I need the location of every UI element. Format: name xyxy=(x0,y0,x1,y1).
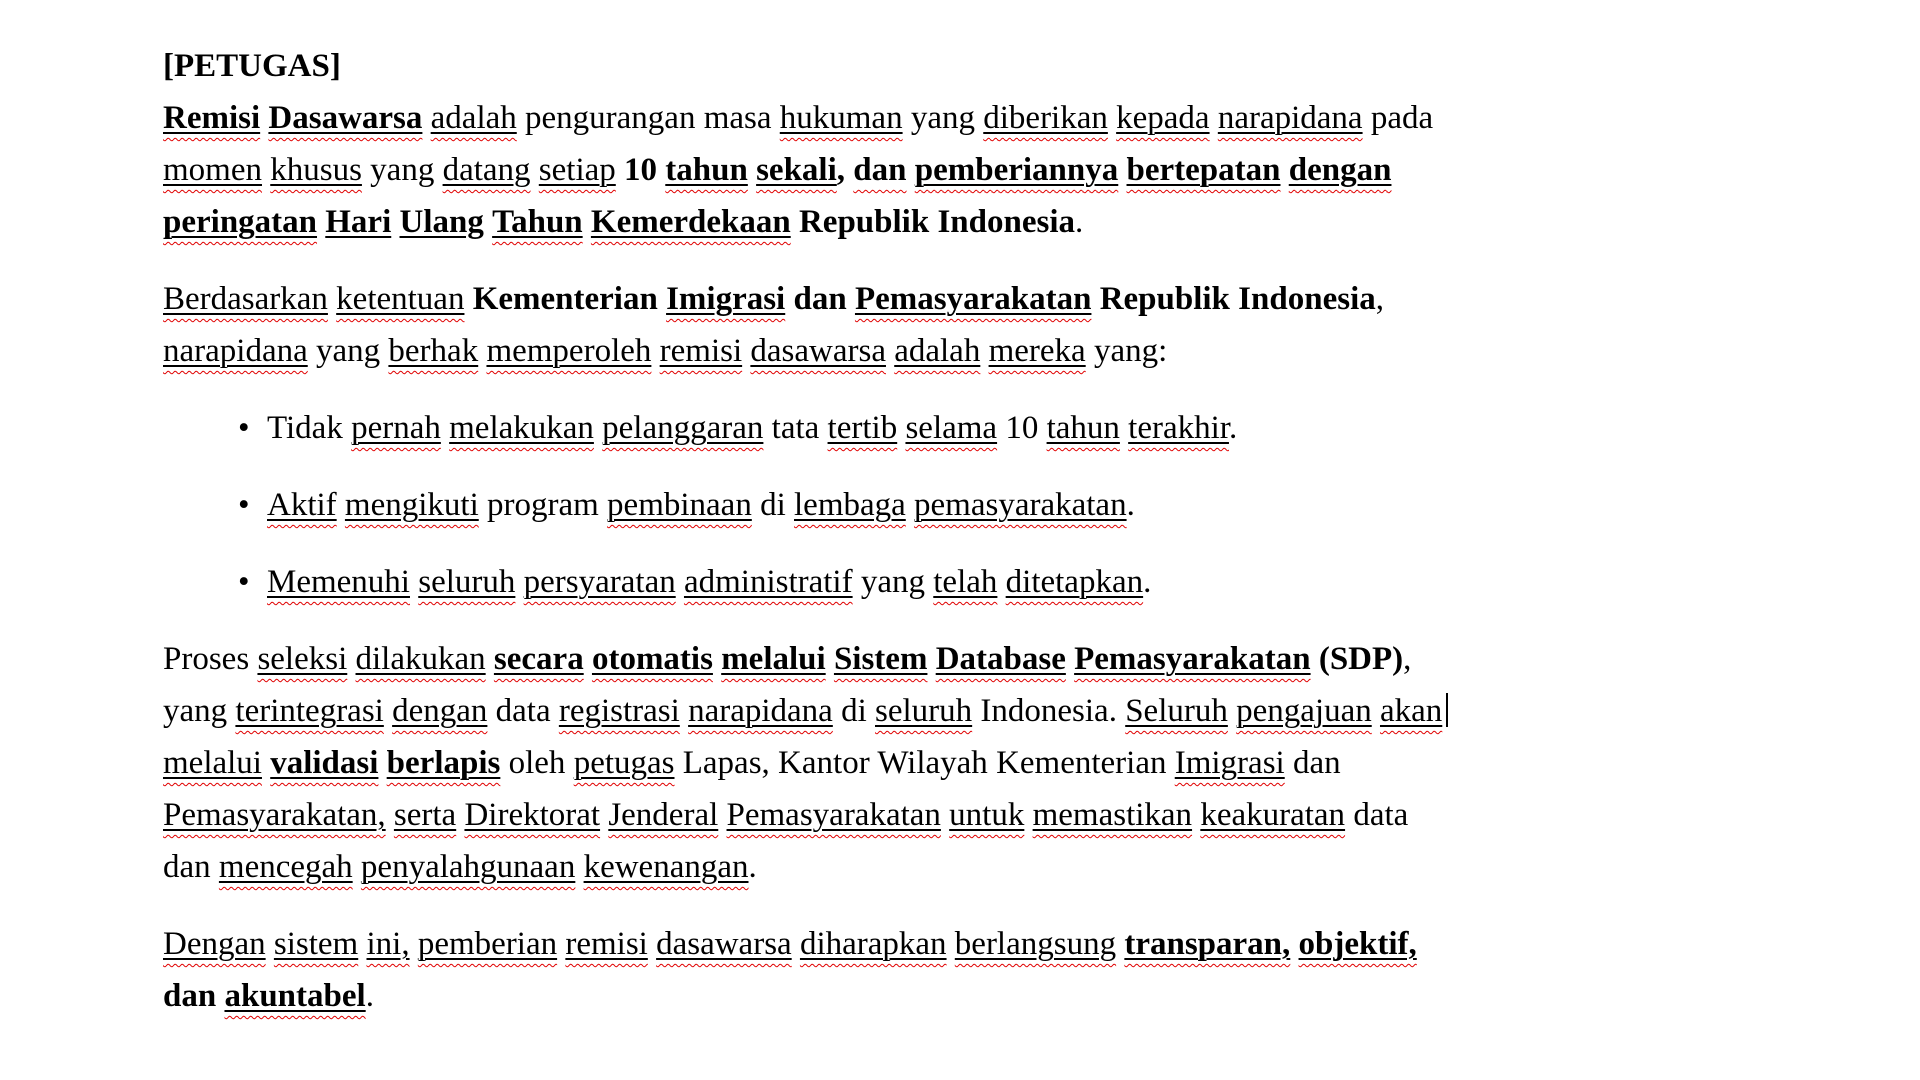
word xyxy=(492,204,583,240)
word xyxy=(388,333,478,369)
misspelled-word: Berdasarkan xyxy=(163,281,328,317)
word xyxy=(366,926,409,962)
misspelled-word: administratif xyxy=(683,564,853,600)
word xyxy=(989,333,1086,369)
misspelled-word: transparan, xyxy=(1124,926,1291,962)
word: pada xyxy=(1370,100,1434,136)
word xyxy=(756,152,837,188)
word: Ulang xyxy=(399,204,484,240)
word xyxy=(955,926,1116,962)
misspelled-word: seleksi xyxy=(257,641,348,677)
word: Tidak xyxy=(267,410,343,446)
word: dan xyxy=(1292,745,1341,781)
text-line xyxy=(163,737,1563,789)
misspelled-word: khusus xyxy=(270,152,362,188)
word xyxy=(394,797,456,833)
misspelled-word: melalui xyxy=(721,641,826,677)
word xyxy=(1299,926,1417,962)
misspelled-word: objektif, xyxy=(1298,926,1417,962)
word: Kantor xyxy=(778,745,870,781)
word: Wilayah xyxy=(877,745,988,781)
paragraph xyxy=(163,918,1563,1022)
word xyxy=(163,333,308,369)
misspelled-word: remisi xyxy=(659,333,743,369)
misspelled-word: kewenangan xyxy=(583,849,749,885)
misspelled-word: otomatis xyxy=(591,641,713,677)
list-item xyxy=(163,479,1563,531)
word: Kementerian xyxy=(472,281,658,317)
word: data xyxy=(1353,797,1409,833)
word: yang xyxy=(163,693,228,729)
misspelled-word: pengajuan xyxy=(1236,693,1372,729)
misspelled-word: petugas xyxy=(573,745,675,781)
misspelled-word: lembaga xyxy=(794,487,906,523)
misspelled-word: melalui xyxy=(163,745,262,781)
paragraph xyxy=(163,273,1563,377)
word xyxy=(1236,693,1372,729)
text-line xyxy=(163,841,1563,893)
misspelled-word: diharapkan xyxy=(799,926,947,962)
misspelled-word: pemberiannya xyxy=(914,152,1119,188)
misspelled-word: remisi xyxy=(565,926,648,962)
word xyxy=(1125,693,1228,729)
text-line xyxy=(163,325,1563,377)
word xyxy=(721,641,826,677)
word: [PETUGAS] xyxy=(163,48,341,84)
word: yang xyxy=(860,564,926,600)
word xyxy=(336,281,464,317)
misspelled-word: Memenuhi xyxy=(267,564,410,600)
word xyxy=(1033,797,1192,833)
misspelled-word: selama xyxy=(905,410,998,446)
word xyxy=(688,693,833,729)
misspelled-word: mereka xyxy=(988,333,1086,369)
misspelled-word: dasawarsa xyxy=(656,926,792,962)
misspelled-word: serta xyxy=(393,797,457,833)
bullet-marker: • xyxy=(238,564,250,600)
word xyxy=(983,100,1108,136)
word: . xyxy=(365,978,374,1014)
word xyxy=(794,487,906,523)
word: 10 xyxy=(624,152,658,188)
misspelled-word: Dengan xyxy=(163,926,266,962)
word xyxy=(1006,564,1143,600)
word xyxy=(274,926,358,962)
word: dan xyxy=(793,281,847,317)
word xyxy=(163,797,386,833)
misspelled-word: melakukan xyxy=(449,410,594,446)
word: yang xyxy=(910,100,975,136)
word xyxy=(800,926,947,962)
word: , xyxy=(1403,641,1412,677)
word: Proses xyxy=(163,641,250,677)
word: 10 xyxy=(1005,410,1039,446)
word xyxy=(163,152,262,188)
word xyxy=(443,152,531,188)
word xyxy=(750,333,886,369)
misspelled-word: kepada xyxy=(1116,100,1210,136)
misspelled-word: tahun xyxy=(665,152,748,188)
misspelled-word: penyalahgunaan xyxy=(360,849,576,885)
document-content[interactable] xyxy=(163,40,1563,1047)
word xyxy=(163,100,260,136)
word xyxy=(828,410,898,446)
misspelled-word: narapidana xyxy=(163,333,308,369)
word xyxy=(235,693,383,729)
misspelled-word: pernah xyxy=(351,410,441,446)
misspelled-word: momen xyxy=(163,152,262,188)
word xyxy=(163,204,317,240)
word xyxy=(1289,152,1392,188)
word: . xyxy=(748,849,757,885)
word xyxy=(602,410,763,446)
list-item-text xyxy=(267,487,1135,523)
misspelled-word: Pemasyarakatan, xyxy=(163,797,386,833)
word: dan xyxy=(163,849,211,885)
misspelled-word: berhak xyxy=(388,333,479,369)
word xyxy=(1175,745,1285,781)
word xyxy=(559,693,680,729)
misspelled-word: berlapis xyxy=(386,745,501,781)
misspelled-word: sekali xyxy=(756,152,837,188)
word: masa xyxy=(703,100,772,136)
word: oleh xyxy=(508,745,566,781)
misspelled-word: bertepatan xyxy=(1126,152,1281,188)
misspelled-word: keakuratan xyxy=(1200,797,1346,833)
misspelled-word: Pemasyarakatan xyxy=(726,797,941,833)
word xyxy=(666,281,785,317)
text-line xyxy=(163,144,1563,196)
misspelled-word: Tahun xyxy=(492,204,583,240)
word: data xyxy=(495,693,551,729)
misspelled-word: Direktorat xyxy=(464,797,601,833)
word: Republik xyxy=(798,204,930,240)
misspelled-word: ketentuan xyxy=(336,281,465,317)
word: Kementerian xyxy=(996,745,1167,781)
word xyxy=(387,745,501,781)
word xyxy=(1218,100,1363,136)
word: . xyxy=(1228,410,1238,446)
word: yang xyxy=(370,152,435,188)
misspelled-word: Pemasyarakatan xyxy=(854,281,1092,317)
bullet-list xyxy=(163,402,1563,608)
list-item xyxy=(163,556,1563,608)
word xyxy=(565,926,647,962)
misspelled-word: peringatan xyxy=(163,204,318,240)
misspelled-word: tahun xyxy=(1046,410,1120,446)
word xyxy=(524,564,676,600)
word: Lapas, xyxy=(682,745,770,781)
text-line xyxy=(163,196,1563,248)
misspelled-word: Kemerdekaan xyxy=(590,204,791,240)
word: Indonesia xyxy=(1238,281,1376,317)
misspelled-word: tertib xyxy=(827,410,898,446)
word xyxy=(163,926,266,962)
misspelled-word: pemberian xyxy=(417,926,558,962)
misspelled-word: pembinaan xyxy=(607,487,752,523)
misspelled-word: adalah xyxy=(430,100,517,136)
list-item-text xyxy=(267,410,1237,446)
text-line xyxy=(163,92,1563,144)
word xyxy=(727,797,941,833)
misspelled-word: seluruh xyxy=(418,564,516,600)
misspelled-word: Dasawarsa xyxy=(268,100,423,136)
word xyxy=(1127,152,1281,188)
word xyxy=(268,100,422,136)
misspelled-word: dengan xyxy=(392,693,488,729)
word xyxy=(224,978,365,1014)
misspelled-word: Imigrasi xyxy=(666,281,786,317)
word xyxy=(1047,410,1120,446)
word xyxy=(418,564,515,600)
word: . xyxy=(1143,564,1152,600)
word xyxy=(1116,100,1209,136)
word xyxy=(270,152,362,188)
word xyxy=(915,152,1119,188)
word xyxy=(1074,641,1310,677)
word xyxy=(875,693,972,729)
word: yang: xyxy=(1093,333,1168,369)
word xyxy=(584,849,749,885)
word xyxy=(418,926,557,962)
bullet-marker: • xyxy=(238,410,250,446)
misspelled-word: memastikan xyxy=(1032,797,1193,833)
word xyxy=(1124,926,1290,962)
text-line xyxy=(163,918,1563,970)
word: di xyxy=(760,487,786,523)
word xyxy=(356,641,486,677)
bullet-marker: • xyxy=(238,487,250,523)
word: tata xyxy=(771,410,820,446)
misspelled-word: registrasi xyxy=(558,693,680,729)
word xyxy=(270,745,378,781)
word xyxy=(949,797,1024,833)
word xyxy=(267,487,337,523)
word: pengurangan xyxy=(525,100,696,136)
misspelled-word: hukuman xyxy=(779,100,903,136)
misspelled-word: untuk xyxy=(949,797,1025,833)
word xyxy=(855,281,1091,317)
word xyxy=(351,410,441,446)
misspelled-word: adalah xyxy=(894,333,981,369)
misspelled-word: datang xyxy=(442,152,531,188)
word: program xyxy=(487,487,599,523)
misspelled-word: Aktif xyxy=(267,487,337,523)
misspelled-word: Remisi xyxy=(163,100,261,136)
word xyxy=(656,926,792,962)
text-line xyxy=(163,789,1563,841)
word: dan xyxy=(163,978,217,1014)
text-line xyxy=(163,970,1563,1022)
word: di xyxy=(841,693,867,729)
misspelled-word: memperoleh xyxy=(486,333,652,369)
misspelled-word: terakhir xyxy=(1128,410,1229,446)
word xyxy=(607,487,752,523)
word: . xyxy=(1126,487,1135,523)
misspelled-word: terintegrasi xyxy=(235,693,384,729)
misspelled-word: akuntabel xyxy=(224,978,366,1014)
word: Indonesia. xyxy=(980,693,1117,729)
misspelled-word: secara xyxy=(493,641,584,677)
misspelled-word: dan xyxy=(853,152,907,188)
misspelled-word: pemasyarakatan xyxy=(914,487,1127,523)
misspelled-word: ini, xyxy=(366,926,410,962)
word: , xyxy=(836,152,846,188)
misspelled-word: Database xyxy=(935,641,1066,677)
misspelled-word: dengan xyxy=(1288,152,1392,188)
word xyxy=(914,487,1127,523)
misspelled-word: akan xyxy=(1379,693,1443,729)
misspelled-word: dasawarsa xyxy=(750,333,886,369)
word xyxy=(853,152,906,188)
misspelled-word: telah xyxy=(933,564,998,600)
text-cursor xyxy=(1446,693,1448,727)
misspelled-word: Sistem xyxy=(833,641,928,677)
misspelled-word: validasi xyxy=(270,745,379,781)
word xyxy=(219,849,353,885)
misspelled-word: Pemasyarakatan xyxy=(1074,641,1311,677)
list-item xyxy=(163,402,1563,454)
misspelled-word: Seluruh xyxy=(1125,693,1228,729)
word xyxy=(449,410,594,446)
misspelled-word: narapidana xyxy=(688,693,833,729)
misspelled-word: pelanggaran xyxy=(602,410,764,446)
word xyxy=(660,333,742,369)
word xyxy=(431,100,517,136)
word xyxy=(574,745,675,781)
word xyxy=(608,797,718,833)
word xyxy=(267,564,410,600)
misspelled-word: persyaratan xyxy=(523,564,676,600)
word xyxy=(1200,797,1345,833)
word xyxy=(933,564,997,600)
word: yang xyxy=(316,333,381,369)
word: . xyxy=(1075,204,1084,240)
word xyxy=(486,333,651,369)
misspelled-word: mencegah xyxy=(218,849,353,885)
word xyxy=(834,641,928,677)
paragraph xyxy=(163,633,1563,893)
misspelled-word: mengikuti xyxy=(344,487,479,523)
misspelled-word: diberikan xyxy=(983,100,1108,136)
misspelled-word: sistem xyxy=(273,926,359,962)
word xyxy=(591,204,791,240)
word xyxy=(392,693,487,729)
text-line xyxy=(163,40,1563,92)
text-line xyxy=(163,685,1563,737)
text-line xyxy=(163,633,1563,685)
misspelled-word: seluruh xyxy=(875,693,973,729)
word xyxy=(1128,410,1229,446)
misspelled-word: setiap xyxy=(538,152,616,188)
word xyxy=(163,745,262,781)
word xyxy=(780,100,903,136)
word xyxy=(163,281,328,317)
word xyxy=(894,333,980,369)
word xyxy=(494,641,584,677)
word xyxy=(905,410,997,446)
word xyxy=(684,564,853,600)
misspelled-word: narapidana xyxy=(1217,100,1363,136)
word xyxy=(592,641,713,677)
word xyxy=(665,152,748,188)
word xyxy=(936,641,1066,677)
word: Republik xyxy=(1099,281,1230,317)
misspelled-word: dilakukan xyxy=(355,641,486,677)
word xyxy=(345,487,479,523)
word: , xyxy=(1375,281,1384,317)
word xyxy=(1380,693,1442,729)
misspelled-word: berlangsung xyxy=(954,926,1117,962)
paragraph xyxy=(163,40,1563,248)
word xyxy=(361,849,575,885)
misspelled-word: Imigrasi xyxy=(1174,745,1285,781)
word: Indonesia xyxy=(937,204,1076,240)
misspelled-word: Jenderal xyxy=(608,797,719,833)
word: (SDP) xyxy=(1318,641,1404,677)
misspelled-word: ditetapkan xyxy=(1005,564,1144,600)
word: Hari xyxy=(325,204,392,240)
word xyxy=(464,797,600,833)
word xyxy=(257,641,347,677)
text-line xyxy=(163,273,1563,325)
word xyxy=(539,152,616,188)
list-item-text xyxy=(267,564,1151,600)
